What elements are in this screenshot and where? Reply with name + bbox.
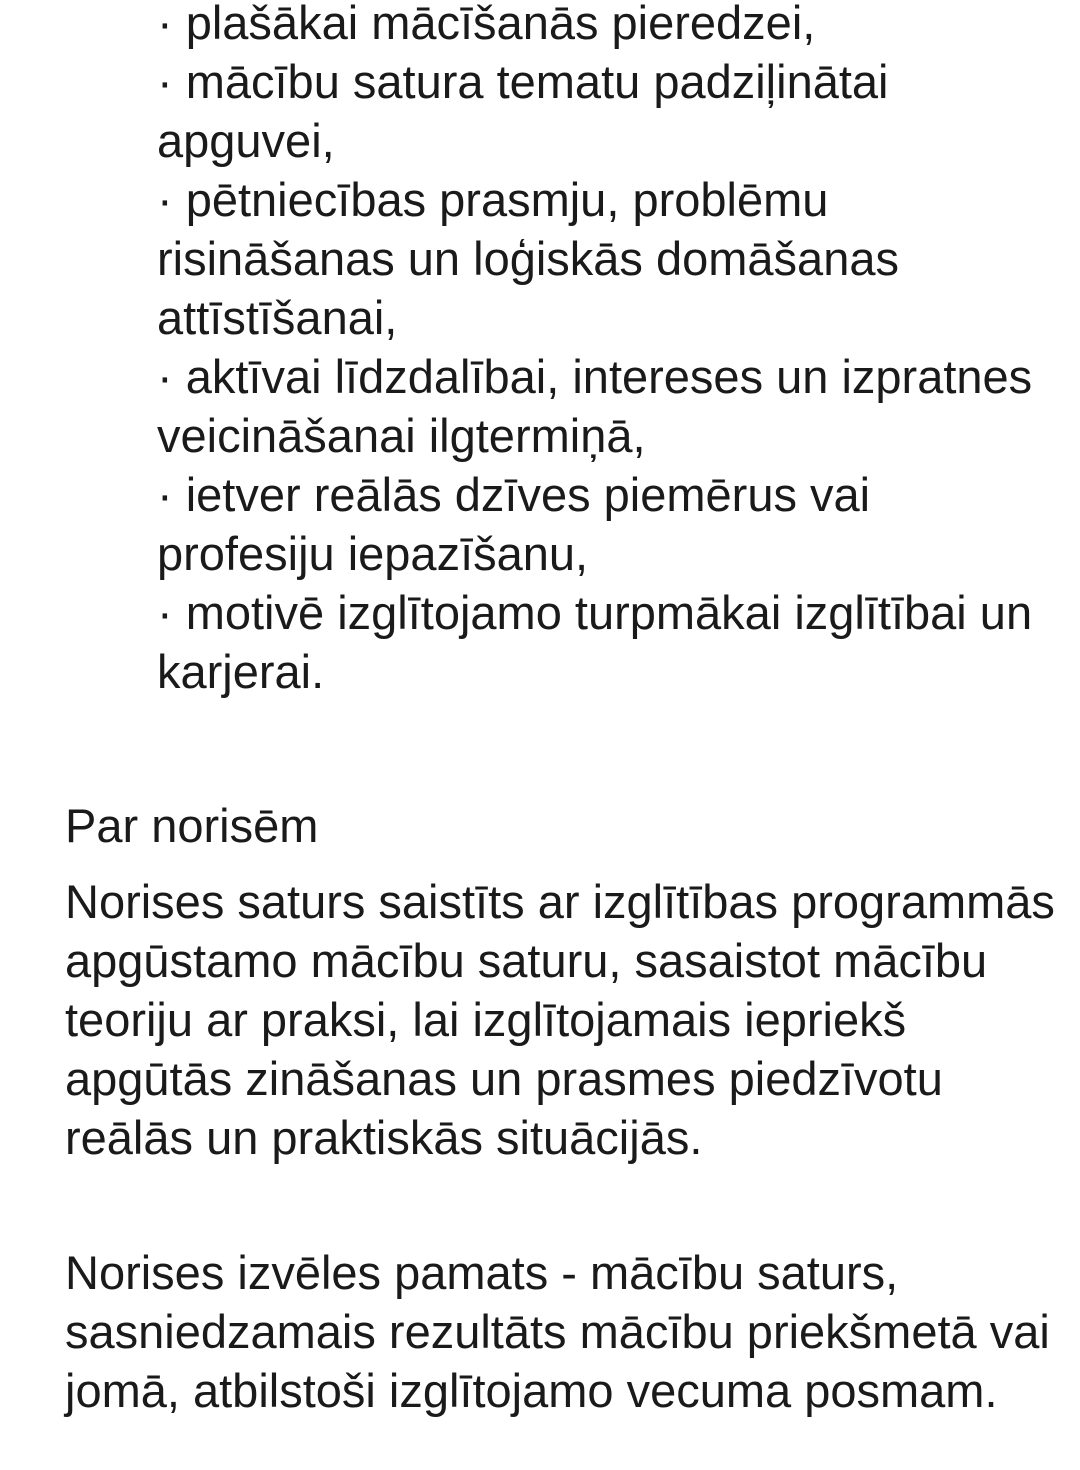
list-item: · motivē izglītojamo turpmākai izglītībai un karjerai.	[157, 586, 1033, 698]
list-item: · mācību satura tematu padziļinātai apguvei,	[157, 55, 889, 167]
paragraph: Norises saturs saistīts ar izglītības programmās apgūstamo mācību saturu, sasaistot mācību teoriju ar praksi, lai izglītojamais iepriekš apgūtās zināšanas un prasmes piedzīvotu reālās un praktiskās situācijās.	[65, 875, 1055, 1164]
bullet-list	[157, 0, 1037, 701]
paragraph: Norises izvēles pamats - mācību saturs, sasniedzamais rezultāts mācību priekšmetā vai jomā, atbilstoši izglītojamo vecuma posmam.	[65, 1246, 1050, 1417]
list-item: · pētniecības prasmju, problēmu risināšanas un loģiskās domāšanas attīstīšanai,	[157, 173, 899, 344]
list-item: · ietver reālās dzīves piemērus vai profesiju iepazīšanu,	[157, 468, 871, 580]
section-heading: Par norisēm	[65, 799, 319, 852]
list-item: · aktīvai līdzdalībai, intereses un izpratnes veicināšanai ilgtermiņā,	[157, 350, 1033, 462]
list-item: · plašākai mācīšanās pieredzei,	[157, 0, 816, 49]
